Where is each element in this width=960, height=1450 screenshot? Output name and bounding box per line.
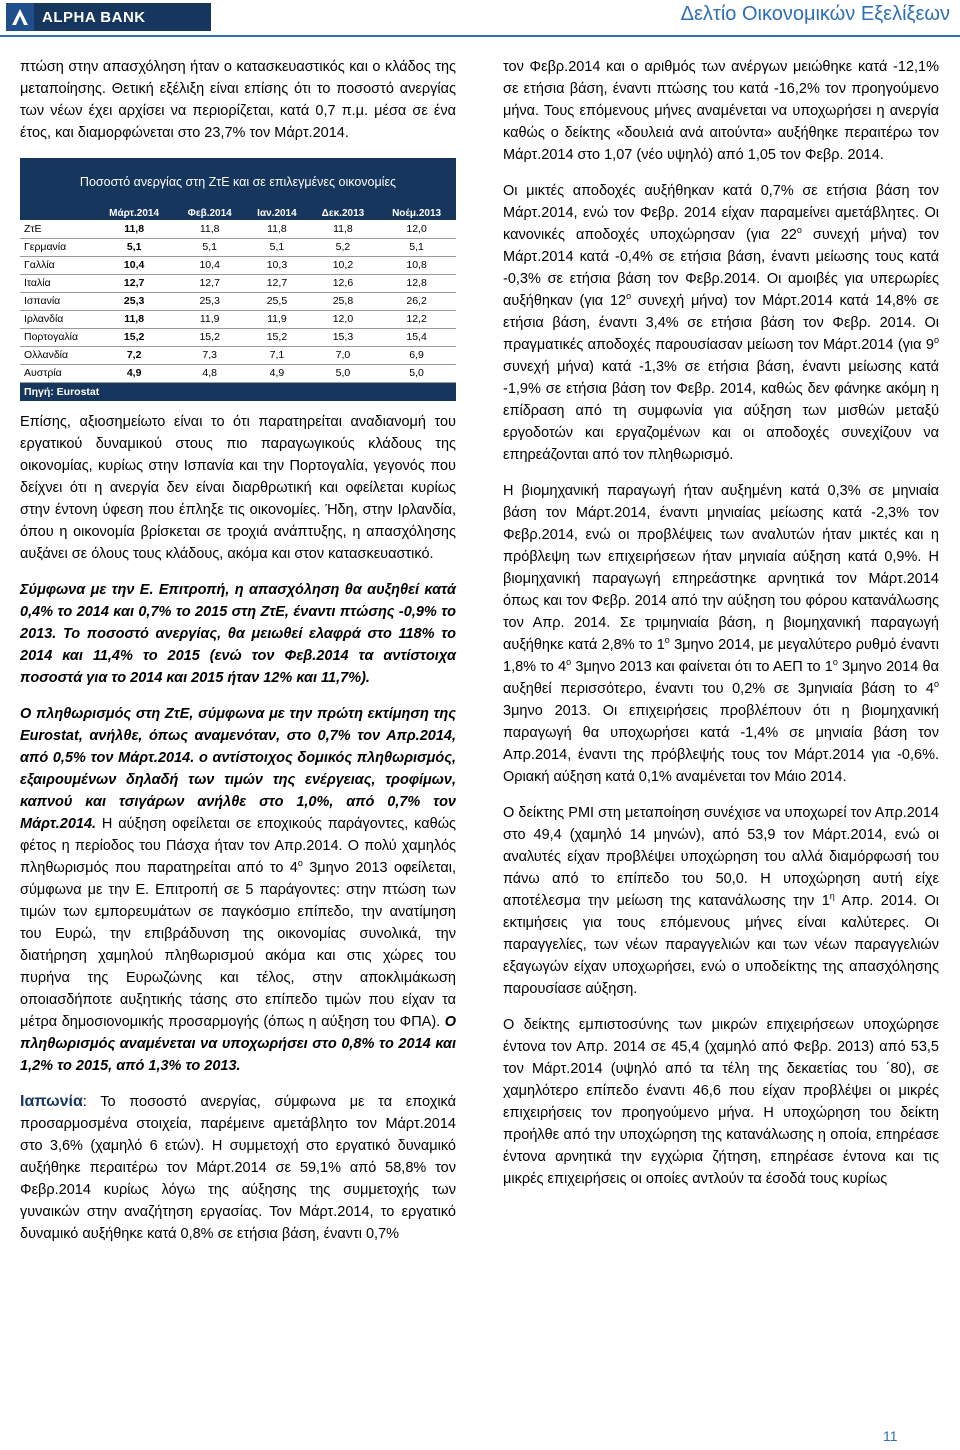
table-cell: 4,9 (245, 364, 309, 382)
table-row (20, 292, 456, 310)
table-row (20, 346, 456, 364)
table-cell: 11,8 (94, 220, 174, 238)
superscript: ο (664, 635, 670, 646)
table-header-row (20, 206, 456, 220)
table-cell: 11,9 (245, 310, 309, 328)
table-cell: 4,9 (94, 364, 174, 382)
superscript: η (829, 891, 835, 902)
table-row (20, 364, 456, 382)
text: Η βιομηχανική παραγωγή ήταν αυξημένη κατά 0,3% σε μηνιαία βάση τον Μάρτ.2014, έναντι μηνιαίας μείωσης κατά -2,3% τον Φεβρ.2014, ενώ οι προβλέψεις των αναλυτών ήταν μικτές και η πρόβλεψη των επιχειρήσεων ήταν μηνιαία αύξηση κατά 0,9%. Η βιομηχανική παραγωγή επηρεάστηκε αρνητικά τον Μάρτ.2014 όπως και τον Φεβρ. 2014 από την αύξηση του φόρου κατανάλωσης τον Απρ. 2014. Σε τριμηνιαία βάση, η βιομηχανική παραγωγή αυξήθηκε κατά 2,8% το 1 (503, 483, 939, 653)
table-cell: 5,1 (377, 238, 456, 256)
row-label: Πορτογαλία (20, 328, 94, 346)
paragraph-pmi (503, 802, 939, 1000)
table-row (20, 310, 456, 328)
text: Απρ. 2014. Οι εκτιμήσεις για τους επόμενους μήνες είναι καλύτερες. Οι παραγγελίες, των νέων παραγγελιών και των νέων παραγγελιών εξαγωγών είχαν υποχωρήσει, ενώ ο υποδείκτης της απασχόλησης παρουσίασε αύξηση. (503, 893, 939, 997)
column-header: Δεκ.2013 (309, 206, 377, 220)
column-header: Ιαν.2014 (245, 206, 309, 220)
text: συνεχή μήνα) τον Μάρτ.2014 κατά 14,8% σε ετήσια βάση, έναντι 3,4% σε ετήσια βάση τον Φεβρ. 2014. Οι πραγματικές αποδοχές παρουσίασαν μείωση τον Μάρτ.2014 (για 9 (503, 293, 939, 353)
paragraph-emphasis: Σύμφωνα με την Ε. Επιτροπή, η απασχόληση θα αυξηθεί κατά 0,4% το 2014 και 0,7% το 2015 στη ΖτΕ, έναντι πτώσης -0,9% το 2013. Το ποσοστό ανεργίας, θα μειωθεί ελαφρά στο 118% το 2014 και 11,4% το 2015 (ενώ τον Φεβ.2014 τα αντίστοιχα ποσοστά για το 2014 και 2015 ήταν 12% και 11,7%). (20, 581, 456, 686)
table-cell: 15,2 (94, 328, 174, 346)
paragraph-japan (20, 1091, 456, 1245)
superscript: ο (832, 657, 838, 668)
table-cell: 15,4 (377, 328, 456, 346)
row-label: Ισπανία (20, 292, 94, 310)
document-title: Δελτίο Οικονομικών Εξελίξεων (680, 3, 950, 25)
text: 3μηνο 2014, με μεγαλύτερο ρυθμό έναντι 1,8% το 4 (503, 637, 939, 675)
text: 3μηνο 2014 θα αυξηθεί περισσότερο, έναντι του 0,2% σε 3μηνιαία βάση το 4 (503, 659, 939, 697)
table-cell: 15,2 (245, 328, 309, 346)
table-cell: 12,8 (377, 274, 456, 292)
table-cell: 11,8 (245, 220, 309, 238)
table-cell: 7,3 (174, 346, 245, 364)
table-cell: 5,1 (174, 238, 245, 256)
emphasis-text: Ο πληθωρισμός στη ΖτΕ, σύμφωνα με την πρώτη εκτίμηση της Eurostat, ανήλθε, όπως αναμενόταν, στο 0,7% τον Απρ.2014, από 0,5% τον Μάρτ.2014. ο αντίστοιχος δομικός πληθωρισμός, εξαιρουμένων δηλαδή των τιμών της ενέργειας, τροφίμων, καπνού και τσιγάρων ανήλθε στο 1,0%, από 0,7% τον Μάρτ.2014. (20, 705, 456, 832)
table-cell: 11,8 (94, 310, 174, 328)
table-cell: 11,8 (174, 220, 245, 238)
table-row (20, 220, 456, 238)
paragraph-industry (503, 480, 939, 788)
text: Οι μικτές αποδοχές αυξήθηκαν κατά 0,7% σε ετήσια βάση τον Μάρτ.2014, ενώ τον Φεβρ. 2014 είχαν παραμείνει αμετάβλητες. Οι κανονικές αποδοχές υποχώρησαν (για 22 (503, 183, 939, 243)
table-cell: 12,0 (309, 310, 377, 328)
alpha-bank-logo (6, 3, 211, 31)
text: 3μηνο 2013 οφείλεται, σύμφωνα με την Ε. Επιτροπή σε 5 παράγοντες: στην πτώση των τιμών των εμπορευμάτων σε παγκόσμιο επίπεδο, την ανατίμηση του Ευρώ, την επιβράδυνση της οικονομίας συνολικά, την διατήρηση χαμηλού πληθωρισμού ακόμα και στις χώρες του πυρήνα της Ευρωζώνης και τέλος, στην αποκλιμάκωση οποιασδήποτε αυξητικής τάσης στο επίπεδο τιμών που είχαν τα μέτρα δημοσιονομικής προσαρμογής (όπως η αύξηση του ΦΠΑ). (20, 859, 456, 1030)
emphasis-text: Ο πληθωρισμός αναμένεται να υποχωρήσει στο 0,8% το 2014 και 1,2% το 2015, από 1,3% το 2013. (20, 1013, 456, 1074)
table-cell: 11,9 (174, 310, 245, 328)
row-label: Ιταλία (20, 274, 94, 292)
row-label: ΖτΕ (20, 220, 94, 238)
paragraph: Ο δείκτης εμπιστοσύνης των μικρών επιχειρήσεων υποχώρησε έντονα τον Απρ. 2014 σε 45,4 (χαμηλό από Φεβρ. 2013) από 53,5 τον Μάρτ.2014 (υψηλό από τα τέλη της δεκαετίας του ΄80), σε χαμηλότερο επίπεδο έναντι 46,6 που είχαν προβλέψει οι μικρές επιχειρήσεις τον προηγούμενο μήνα. Η υποχώρηση του δείκτη προήλθε από την υποχώρηση της κατανάλωσης η οποία, επηρέασε έντονα αρνητικά την εγχώρια ζήτηση, επηρέασε έντονα και τις μικρές επιχειρήσεις οι οποίες αντλούν τα έσοδά τους κυρίως (503, 1017, 939, 1187)
table-cell: 7,2 (94, 346, 174, 364)
table-cell: 5,1 (94, 238, 174, 256)
text: 3μηνο 2013 και φαίνεται ότι το ΑΕΠ το 1 (571, 659, 833, 675)
table-cell: 6,9 (377, 346, 456, 364)
table-cell: 15,3 (309, 328, 377, 346)
section-label: Ιαπωνία (20, 1092, 83, 1110)
table-cell: 12,7 (245, 274, 309, 292)
table-row (20, 238, 456, 256)
row-label: Γερμανία (20, 238, 94, 256)
text: : Το ποσοστό ανεργίας, σύμφωνα με τα εποχικά προσαρμοσμένα στοιχεία, παρέμεινε αμετάβλητο τον Μάρτ.2014 στο 3,6% (χαμηλό 6 ετών). Η συμμετοχή στο εργατικό δυναμικό αυξήθηκε περαιτέρω τον Μάρτ.2014 σε 59,1% από 58,8% τον Φεβρ.2014 κυρίως λόγω της αύξησης της συμμετοχής των γυναικών στην αναζήτηση εργασίας. Τον Μάρτ.2014, το εργατικό δυναμικό αυξήθηκε κατά 0,8% σε ετήσια βάση, έναντι 0,7% (20, 1093, 456, 1242)
table-grid (20, 206, 456, 383)
row-label: Αυστρία (20, 364, 94, 382)
page-number: 11 (883, 1428, 898, 1444)
page-header (0, 0, 960, 36)
paragraph: Επίσης, αξιοσημείωτο είναι το ότι παρατηρείται αναδιανομή του εργατικού δυναμικού στους πιο παραγωγικούς κλάδους της οικονομίας, κυρίως στην Ισπανία και την Πορτογαλία, γεγονός που δείχνει ότι η ανεργία δεν είναι διαρθρωτική και οφείλεται κυρίως στην έντονη ύφεση που έπληξε τις οικονομίες. Ήδη, στην Ιρλανδία, όπου η οικονομία βρίσκεται σε τροχιά ανάπτυξης, η απασχόλησης αυξάνει σε όλους τους κλάδους, ακόμα και στον κατασκευαστικό. (20, 413, 456, 562)
table-cell: 7,0 (309, 346, 377, 364)
text: Ο δείκτης PMI στη μεταποίηση συνέχισε να υποχωρεί τον Απρ.2014 στο 49,4 (χαμηλό 14 μηνών), από 53,9 τον Μάρτ.2014, ενώ οι αναλυτές είχαν προβλέψει υποχώρηση του αλλά διαμόρφωσή του πάνω από το επίπεδο του 50,0. Η υποχώρηση αυτή είχε αποτέλεσμα την μείωση της κατανάλωσης την 1 (503, 805, 939, 909)
paragraph: τον Φεβρ.2014 και ο αριθμός των ανέργων μειώθηκε κατά -12,1% σε ετήσια βάση, έναντι πτώσης του κατά -16,2% τον προηγούμενο μήνα. Τους επόμενους μήνες αναμένεται να υποχωρήσει η ανεργία καθώς ο δείκτης «δουλειά ανά αιτούντα» αυξήθηκε περαιτέρω τον Μάρτ.2014 στο 1,07 (νέο υψηλό) από 1,05 τον Φεβρ. 2014. (503, 59, 939, 163)
table-cell: 12,7 (94, 274, 174, 292)
table-title: Ποσοστό ανεργίας στη ΖτΕ και σε επιλεγμένες οικονομίες (20, 158, 456, 206)
paragraph-wages (503, 180, 939, 466)
column-header: Νοέμ.2013 (377, 206, 456, 220)
superscript: ο (933, 679, 939, 690)
row-label: Ιρλανδία (20, 310, 94, 328)
table-row (20, 256, 456, 274)
superscript: ο (626, 291, 632, 302)
superscript: ο (566, 657, 572, 668)
table-cell: 10,2 (309, 256, 377, 274)
table-cell: 12,6 (309, 274, 377, 292)
table-cell: 25,3 (94, 292, 174, 310)
logo-text: ALPHA BANK (42, 8, 146, 26)
table-cell: 10,8 (377, 256, 456, 274)
table-cell: 12,0 (377, 220, 456, 238)
column-header: Φεβ.2014 (174, 206, 245, 220)
text: συνεχή μήνα) τον Μάρτ.2014 κατά -0,4% σε ετήσια βάση, έναντι μείωσης τους κατά -0,3% σε ετήσια βάση τον Φεβρ.2014. Οι αμοιβές για υπερωρίες αυξήθηκαν (για 12 (503, 227, 940, 309)
alpha-icon (6, 3, 34, 31)
table-cell: 10,4 (174, 256, 245, 274)
paragraph: πτώση στην απασχόληση ήταν ο κατασκευαστικός και ο κλάδος της μεταποίησης. Θετική εξέλιξη είναι επίσης ότι το ποσοστό ανεργίας των νέων έχει αρχίσει να περιορίζεται, κατά 0,7 π.μ. μέσα σε ένα έτος, και διαμορφώνεται στο 23,7% τον Μάρτ.2014. (20, 59, 456, 141)
superscript: ο (297, 857, 303, 868)
paragraph-inflation (20, 703, 456, 1077)
table-source: Πηγή: Eurostat (20, 383, 456, 401)
text: συνεχή μήνα) κατά -1,3% σε ετήσια βάση, έναντι μείωσης κατά -1,9% σε ετήσια βάση τον Φεβρ. 2014, καθώς δεν φάνηκε ακόμη η επίδραση από τη συμφωνία για αύξηση των μισθών μεταξύ εργοδοτών και εργαζομένων και οι αποδοχές συνεχίζουν να επηρεάζονται από τον πληθωρισμό. (503, 359, 939, 463)
table-corner (20, 206, 94, 220)
text: 3μηνο 2013. Οι επιχειρήσεις προβλέπουν ότι η βιομηχανική παραγωγή θα υποχωρήσει κατά -1,4% σε μηνιαία βάση τον Απρ.2014, έναντι της πρόβλεψής τους τον Μάρτ.2014 για -0,6%. Οριακή αύξηση κατά 0,1% αναμένεται τον Μάιο 2014. (503, 703, 939, 785)
superscript: ο (933, 335, 939, 346)
header-divider (0, 35, 960, 37)
table-cell: 11,8 (309, 220, 377, 238)
text: Η αύξηση οφείλεται σε εποχικούς παράγοντες, καθώς φέτος η περίοδος του Πάσχα ήταν τον Απρ.2014. Ο πολύ χαμηλός πληθωρισμός που παρατηρείται από το 4 (20, 815, 456, 876)
row-label: Ολλανδία (20, 346, 94, 364)
left-column (20, 56, 456, 1259)
table-cell: 5,2 (309, 238, 377, 256)
superscript: ο (796, 225, 802, 236)
table-row (20, 328, 456, 346)
table-cell: 12,2 (377, 310, 456, 328)
table-cell: 15,2 (174, 328, 245, 346)
table-cell: 5,1 (245, 238, 309, 256)
table-cell: 25,3 (174, 292, 245, 310)
table-cell: 10,4 (94, 256, 174, 274)
table-cell: 26,2 (377, 292, 456, 310)
table-cell: 10,3 (245, 256, 309, 274)
right-column (503, 56, 939, 1204)
table-cell: 4,8 (174, 364, 245, 382)
table-cell: 5,0 (309, 364, 377, 382)
table-cell: 5,0 (377, 364, 456, 382)
table-cell: 12,7 (174, 274, 245, 292)
row-label: Γαλλία (20, 256, 94, 274)
table-cell: 25,8 (309, 292, 377, 310)
table-row (20, 274, 456, 292)
table-cell: 25,5 (245, 292, 309, 310)
column-header: Μάρτ.2014 (94, 206, 174, 220)
unemployment-table (20, 158, 456, 401)
table-cell: 7,1 (245, 346, 309, 364)
